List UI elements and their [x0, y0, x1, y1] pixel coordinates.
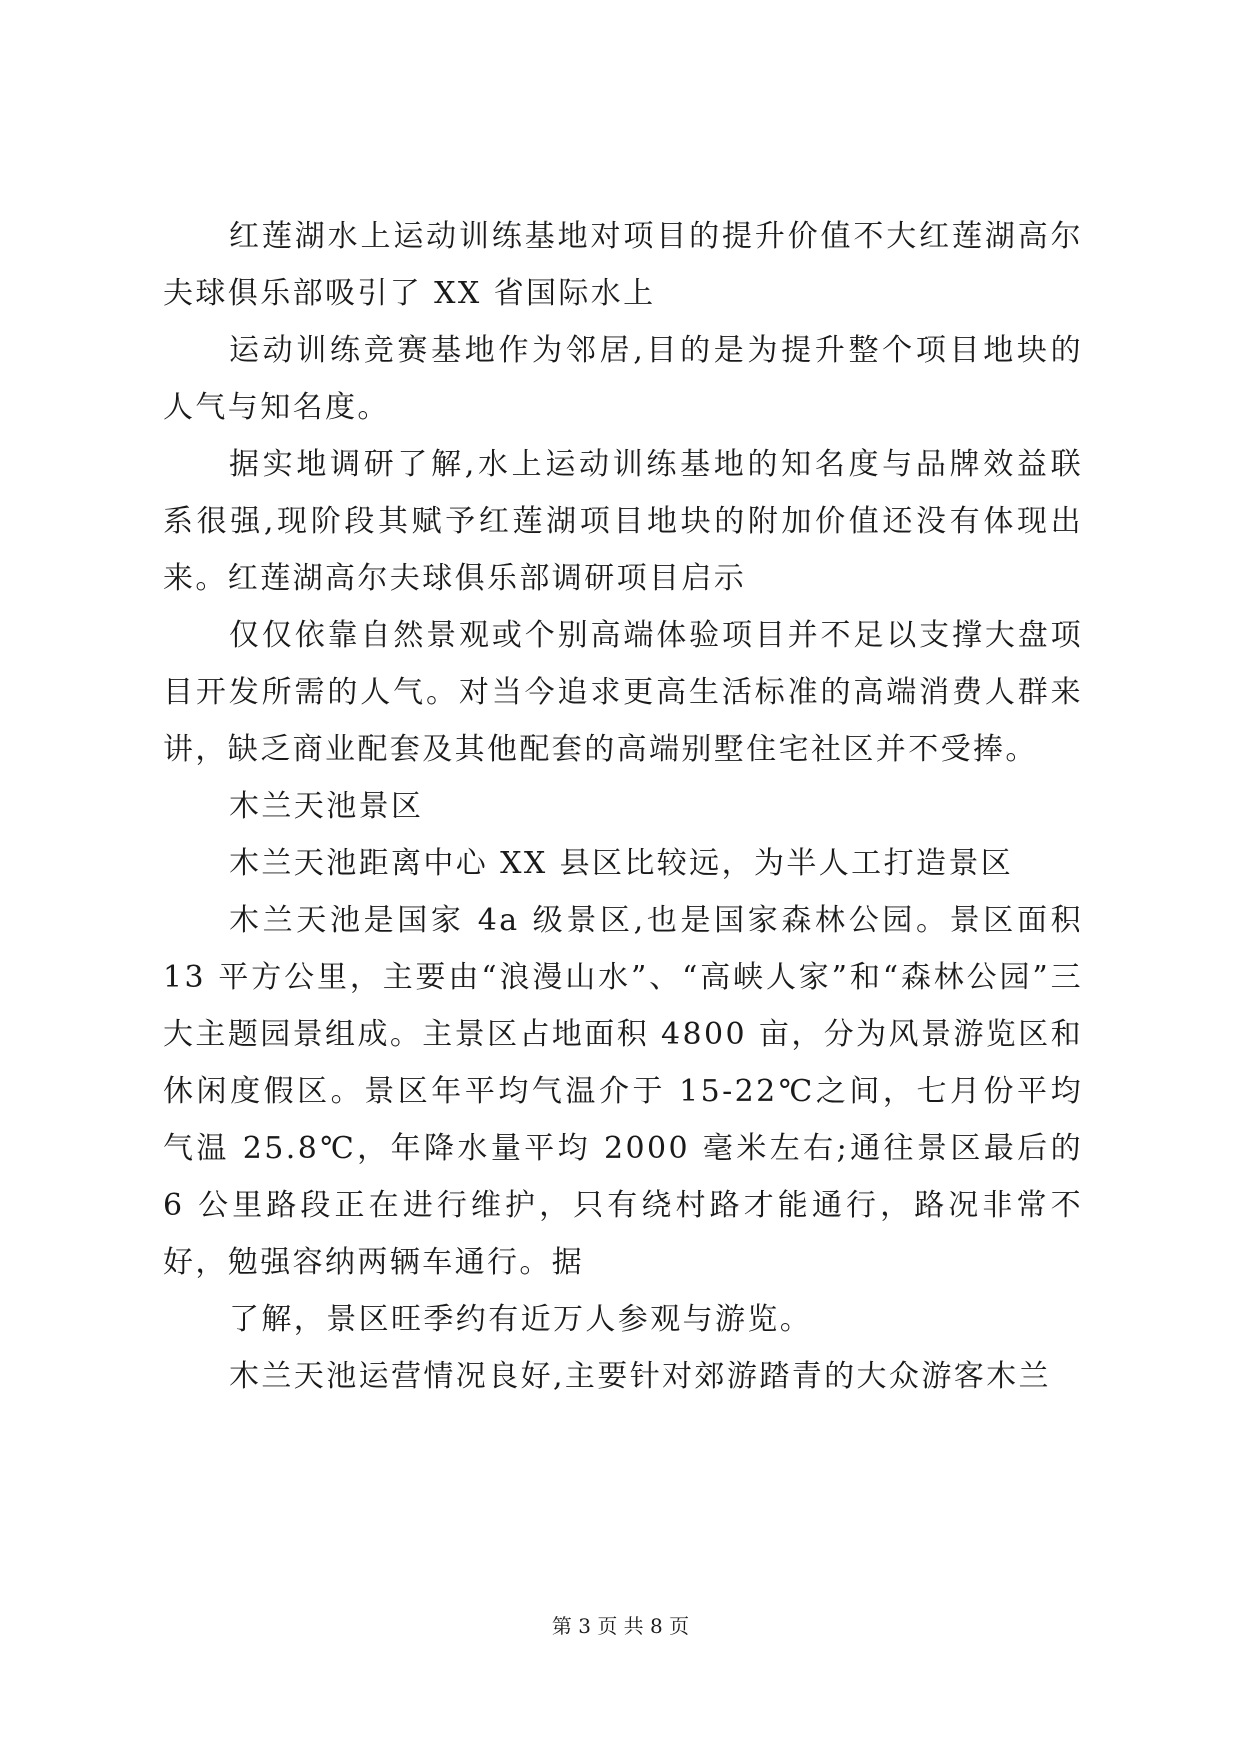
section-heading: 木兰天池景区 — [229, 789, 424, 824]
paragraph: 木兰天池是国家 4a 级景区,也是国家森林公园。景区面积 13 平方公里，主要由“浪漫山水”、“高峡人家”和“森林公园”三大主题园景组成。主景区占地面积 4800 亩，分为风景游览区和休闲度假区。景区年平均气温介于 15-22℃之间，七月份平均气温 25.8℃，年降水量平均 2000 毫米左右;通往景区最后的 6 公里路段正在进行维护，只有绕村路才能通行，路况非常不好，勉强容纳两辆车通行。据 — [163, 903, 1083, 1280]
paragraph: 据实地调研了解,水上运动训练基地的知名度与品牌效益联系很强,现阶段其赋予红莲湖项目地块的附加价值还没有体现出来。红莲湖高尔夫球俱乐部调研项目启示 — [163, 447, 1083, 596]
paragraph: 仅仅依靠自然景观或个别高端体验项目并不足以支撑大盘项目开发所需的人气。对当今追求更高生活标准的高端消费人群来讲，缺乏商业配套及其他配套的高端别墅住宅社区并不受捧。 — [163, 618, 1083, 767]
paragraph: 运动训练竞赛基地作为邻居,目的是为提升整个项目地块的人气与知名度。 — [163, 333, 1083, 425]
page-footer: 第 3 页 共 8 页 — [551, 1614, 690, 1638]
paragraph: 了解，景区旺季约有近万人参观与游览。 — [229, 1302, 813, 1337]
paragraph: 木兰天池距离中心 XX 县区比较远，为半人工打造景区 — [229, 846, 1014, 881]
paragraph: 木兰天池运营情况良好,主要针对郊游踏青的大众游客木兰 — [229, 1359, 1051, 1394]
document-body — [163, 208, 1083, 1405]
paragraph: 红莲湖水上运动训练基地对项目的提升价值不大红莲湖高尔夫球俱乐部吸引了 XX 省国际水上 — [163, 219, 1083, 311]
